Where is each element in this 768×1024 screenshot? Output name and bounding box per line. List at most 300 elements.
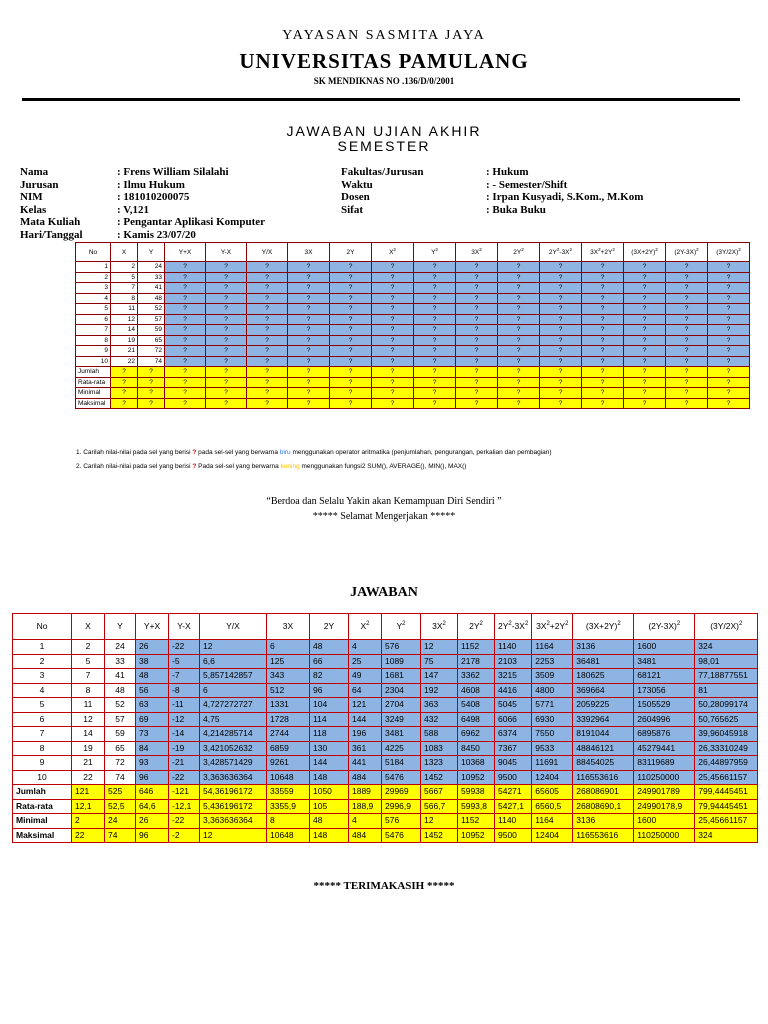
question-blank-cell: ?	[372, 314, 414, 325]
question-blank-cell: ?	[498, 272, 540, 283]
answer-summary-cell: 3136	[573, 814, 634, 829]
question-input-cell: 8	[111, 293, 138, 304]
question-header-cell: $2Y^2-3X^2$	[540, 243, 582, 262]
question-blank-cell: ?	[540, 262, 582, 273]
question-blank-cell: ?	[624, 388, 666, 399]
summary-label: Rata-rata	[13, 799, 72, 814]
question-blank-cell: ?	[708, 367, 750, 378]
answer-value-cell: 3481	[634, 654, 695, 669]
answer-header-cell: 3X	[267, 614, 310, 640]
answer-value-cell: 3481	[382, 727, 421, 742]
answer-value-cell: -22	[169, 770, 200, 785]
question-header-cell: Y-X	[206, 243, 247, 262]
answer-value-cell: 6859	[267, 741, 310, 756]
question-input-cell: 10	[76, 356, 111, 367]
question-header-cell: 2Y	[330, 243, 372, 262]
question-blank-cell: ?	[372, 398, 414, 409]
question-blank-cell: ?	[372, 335, 414, 346]
answer-value-cell: 12	[200, 640, 267, 655]
color-word-yellow: kuning	[280, 463, 300, 470]
question-blank-cell: ?	[165, 325, 206, 336]
question-blank-cell: ?	[206, 388, 247, 399]
question-blank-cell: ?	[111, 377, 138, 388]
question-blank-cell: ?	[138, 367, 165, 378]
question-blank-cell: ?	[206, 335, 247, 346]
answer-value-cell: 26,44897959	[695, 756, 758, 771]
question-blank-cell: ?	[372, 293, 414, 304]
question-blank-cell: ?	[666, 377, 708, 388]
question-blank-cell: ?	[165, 272, 206, 283]
answer-summary-cell: 110250000	[634, 828, 695, 843]
exam-title	[0, 124, 768, 154]
answer-value-cell: 3,428571429	[200, 756, 267, 771]
answer-summary-cell: 324	[695, 828, 758, 843]
answer-input-cell: 11	[72, 698, 105, 713]
answer-input-cell: 8	[72, 683, 105, 698]
answer-value-cell: 3,421052632	[200, 741, 267, 756]
answer-value-cell: 83119689	[634, 756, 695, 771]
answer-value-cell: 4608	[458, 683, 495, 698]
question-blank-cell: ?	[330, 388, 372, 399]
answer-table	[12, 613, 758, 843]
question-blank-cell: ?	[540, 293, 582, 304]
question-header-cell: $3X^2$	[456, 243, 498, 262]
answer-row	[13, 698, 758, 713]
question-header-cell: $2Y^2$	[498, 243, 540, 262]
answer-summary-cell: 799,4445451	[695, 785, 758, 800]
question-blank-cell: ?	[288, 325, 330, 336]
answer-value-cell: 5045	[495, 698, 532, 713]
answer-value-cell: 1331	[267, 698, 310, 713]
answer-value-cell: 2704	[382, 698, 421, 713]
question-blank-cell: ?	[498, 356, 540, 367]
question-blank-cell: ?	[165, 283, 206, 294]
answer-value-cell: 10368	[458, 756, 495, 771]
answer-value-cell: 26,33310249	[695, 741, 758, 756]
answer-header-cell: $Y^2$	[382, 614, 421, 640]
question-blank-cell: ?	[456, 356, 498, 367]
answer-summary-cell: 12	[200, 828, 267, 843]
answer-value-cell: 512	[267, 683, 310, 698]
answer-value-cell: 10952	[458, 770, 495, 785]
question-blank-cell: ?	[372, 262, 414, 273]
question-blank-cell: ?	[138, 377, 165, 388]
question-blank-cell: ?	[666, 346, 708, 357]
question-blank-cell: ?	[288, 314, 330, 325]
answer-value-cell: 98,01	[695, 654, 758, 669]
answer-value-cell: 3215	[495, 669, 532, 684]
answer-value-cell: 8450	[458, 741, 495, 756]
question-blank-cell: ?	[414, 283, 456, 294]
answer-summary-cell: 5427,1	[495, 799, 532, 814]
question-blank-cell: ?	[708, 272, 750, 283]
answer-value-cell: 6895876	[634, 727, 695, 742]
answer-summary-cell: 59938	[458, 785, 495, 800]
question-blank-cell: ?	[582, 325, 624, 336]
question-blank-cell: ?	[498, 346, 540, 357]
answer-value-cell: 50,765625	[695, 712, 758, 727]
question-blank-cell: ?	[165, 314, 206, 325]
answer-summary-cell: 188,9	[349, 799, 382, 814]
question-blank-cell: ?	[247, 398, 288, 409]
answer-header-cell: $(3X+2Y)^2$	[573, 614, 634, 640]
answer-value-cell: 26	[136, 640, 169, 655]
question-input-cell: 2	[111, 262, 138, 273]
instruction-1-part-c: menggunakan operator aritmatika (penjumlahan, pengurangan, perkalian dan pembagian)	[292, 449, 552, 456]
header-divider	[22, 98, 740, 101]
answer-value-cell: 104	[310, 698, 349, 713]
answer-value-cell: 84	[136, 741, 169, 756]
answer-value-cell: 114	[310, 712, 349, 727]
answer-value-cell: 96	[136, 770, 169, 785]
answer-row	[13, 741, 758, 756]
answer-value-cell: 4416	[495, 683, 532, 698]
question-summary-row	[76, 398, 750, 409]
answer-value-cell: 3362	[458, 669, 495, 684]
question-row	[76, 272, 750, 283]
info-value: : Kamis 23/07/20	[117, 228, 196, 241]
answer-summary-cell: 26	[136, 814, 169, 829]
question-header-cell: $Y^2$	[414, 243, 456, 262]
answer-value-cell: 39,96045918	[695, 727, 758, 742]
question-mark: ?	[192, 449, 197, 456]
answer-value-cell: 2604996	[634, 712, 695, 727]
answer-value-cell: 12404	[532, 770, 573, 785]
question-blank-cell: ?	[498, 325, 540, 336]
answer-input-cell: 5	[13, 698, 72, 713]
answer-summary-cell: -22	[169, 814, 200, 829]
question-blank-cell: ?	[206, 262, 247, 273]
answer-summary-cell: 4	[349, 814, 382, 829]
answer-value-cell: 45279441	[634, 741, 695, 756]
student-info-right	[341, 166, 643, 216]
answer-summary-cell: 12,1	[72, 799, 105, 814]
answer-header-cell: X	[72, 614, 105, 640]
answer-summary-cell: 1152	[458, 814, 495, 829]
question-input-cell: 7	[111, 283, 138, 294]
closing-greeting: ***** Selamat Mengerjakan *****	[312, 511, 456, 522]
question-blank-cell: ?	[206, 346, 247, 357]
answer-summary-cell: 26808690,1	[573, 799, 634, 814]
question-blank-cell: ?	[330, 346, 372, 357]
question-blank-cell: ?	[498, 262, 540, 273]
answer-summary-row	[13, 785, 758, 800]
answer-value-cell: 36481	[573, 654, 634, 669]
answer-input-cell: 12	[72, 712, 105, 727]
info-value: : 181010200075	[117, 191, 190, 203]
question-blank-cell: ?	[414, 398, 456, 409]
answer-value-cell: 5771	[532, 698, 573, 713]
question-blank-cell: ?	[708, 335, 750, 346]
question-blank-cell: ?	[624, 377, 666, 388]
question-mark: ?	[192, 463, 197, 470]
question-blank-cell: ?	[288, 304, 330, 315]
answer-summary-cell: 48	[310, 814, 349, 829]
info-label: Fakultas/Jurusan	[341, 166, 424, 178]
question-blank-cell: ?	[165, 293, 206, 304]
summary-label: Jumlah	[13, 785, 72, 800]
question-row	[76, 325, 750, 336]
summary-label: Rata-rata	[76, 377, 111, 388]
answer-value-cell: 576	[382, 640, 421, 655]
question-blank-cell: ?	[288, 262, 330, 273]
answer-value-cell: 130	[310, 741, 349, 756]
answer-value-cell: 1152	[458, 640, 495, 655]
question-blank-cell: ?	[414, 367, 456, 378]
question-blank-cell: ?	[582, 272, 624, 283]
question-blank-cell: ?	[372, 388, 414, 399]
answer-value-cell: 1505529	[634, 698, 695, 713]
question-blank-cell: ?	[288, 356, 330, 367]
answer-value-cell: 3249	[382, 712, 421, 727]
answer-input-cell: 57	[105, 712, 136, 727]
answer-input-cell: 41	[105, 669, 136, 684]
info-label: Kelas	[20, 203, 47, 216]
answer-value-cell: 75	[421, 654, 458, 669]
answer-summary-cell: 3,363636364	[200, 814, 267, 829]
answer-value-cell: 3,363636364	[200, 770, 267, 785]
question-summary-row	[76, 377, 750, 388]
question-input-cell: 41	[138, 283, 165, 294]
question-blank-cell: ?	[498, 398, 540, 409]
question-blank-cell: ?	[666, 283, 708, 294]
color-word-blue: biru	[279, 449, 291, 456]
answer-value-cell: 4,727272727	[200, 698, 267, 713]
answer-summary-cell: 1600	[634, 814, 695, 829]
question-blank-cell: ?	[624, 346, 666, 357]
question-blank-cell: ?	[165, 262, 206, 273]
summary-label: Minimal	[13, 814, 72, 829]
instruction-1	[76, 449, 552, 456]
answer-summary-cell: 33559	[267, 785, 310, 800]
question-blank-cell: ?	[624, 314, 666, 325]
answer-value-cell: 1728	[267, 712, 310, 727]
question-header-cell: No	[76, 243, 111, 262]
question-blank-cell: ?	[206, 304, 247, 315]
question-blank-cell: ?	[456, 346, 498, 357]
question-row	[76, 262, 750, 273]
answer-input-cell: 14	[72, 727, 105, 742]
question-row	[76, 356, 750, 367]
answer-value-cell: 588	[421, 727, 458, 742]
answer-value-cell: 1083	[421, 741, 458, 756]
answer-summary-cell: 79,94445451	[695, 799, 758, 814]
answer-summary-cell: 576	[382, 814, 421, 829]
question-blank-cell: ?	[456, 314, 498, 325]
question-blank-cell: ?	[206, 293, 247, 304]
instruction-2-part-c: menggunakan fungsi2 SUM(), AVERAGE(), MIN(), MAX()	[301, 463, 467, 470]
question-blank-cell: ?	[414, 314, 456, 325]
answer-value-cell: 48	[136, 669, 169, 684]
answer-value-cell: 69	[136, 712, 169, 727]
question-blank-cell: ?	[582, 304, 624, 315]
question-blank-cell: ?	[540, 272, 582, 283]
question-blank-cell: ?	[456, 262, 498, 273]
question-row	[76, 304, 750, 315]
summary-label: Maksimal	[13, 828, 72, 843]
question-blank-cell: ?	[666, 293, 708, 304]
question-blank-cell: ?	[708, 304, 750, 315]
question-blank-cell: ?	[624, 293, 666, 304]
question-blank-cell: ?	[666, 272, 708, 283]
question-blank-cell: ?	[456, 304, 498, 315]
summary-label: Minimal	[76, 388, 111, 399]
question-blank-cell: ?	[414, 335, 456, 346]
question-blank-cell: ?	[540, 356, 582, 367]
answer-summary-cell: 74	[105, 828, 136, 843]
info-row	[20, 179, 265, 192]
question-blank-cell: ?	[708, 356, 750, 367]
answer-value-cell: -21	[169, 756, 200, 771]
question-blank-cell: ?	[540, 314, 582, 325]
answer-header-cell: $3X^2+2Y^2$	[532, 614, 573, 640]
question-input-cell: 6	[76, 314, 111, 325]
question-input-cell: 19	[111, 335, 138, 346]
answer-summary-cell: 1164	[532, 814, 573, 829]
question-blank-cell: ?	[540, 304, 582, 315]
answer-summary-cell: 148	[310, 828, 349, 843]
answer-input-cell: 74	[105, 770, 136, 785]
question-input-cell: 57	[138, 314, 165, 325]
info-value: : Ilmu Hukum	[117, 178, 185, 191]
answer-row	[13, 640, 758, 655]
answer-value-cell: -19	[169, 741, 200, 756]
answer-value-cell: 116553616	[573, 770, 634, 785]
info-value: : - Semester/Shift	[486, 178, 568, 191]
question-input-cell: 5	[76, 304, 111, 315]
answer-value-cell: 4	[349, 640, 382, 655]
question-blank-cell: ?	[540, 398, 582, 409]
answer-summary-cell: 121	[72, 785, 105, 800]
answer-value-cell: 1323	[421, 756, 458, 771]
answer-value-cell: -8	[169, 683, 200, 698]
question-blank-cell: ?	[247, 367, 288, 378]
answer-summary-cell: 249901789	[634, 785, 695, 800]
question-blank-cell: ?	[498, 388, 540, 399]
answer-summary-cell: 24990178,9	[634, 799, 695, 814]
question-blank-cell: ?	[247, 293, 288, 304]
answer-value-cell: 5476	[382, 770, 421, 785]
answer-header-cell: $(3Y/2X)^2$	[695, 614, 758, 640]
question-blank-cell: ?	[624, 283, 666, 294]
answer-value-cell: -5	[169, 654, 200, 669]
answer-input-cell: 10	[13, 770, 72, 785]
info-value: : Hukum	[486, 166, 529, 178]
question-blank-cell: ?	[165, 398, 206, 409]
question-blank-cell: ?	[414, 293, 456, 304]
info-row	[341, 179, 643, 192]
answer-value-cell: 77,18877551	[695, 669, 758, 684]
answer-value-cell: 56	[136, 683, 169, 698]
answer-summary-cell: 3355,9	[267, 799, 310, 814]
question-blank-cell: ?	[330, 262, 372, 273]
answer-summary-cell: 1050	[310, 785, 349, 800]
question-input-cell: 52	[138, 304, 165, 315]
info-row	[20, 216, 265, 229]
answer-value-cell: 4,214285714	[200, 727, 267, 742]
answer-value-cell: 147	[421, 669, 458, 684]
answer-value-cell: 38	[136, 654, 169, 669]
answer-value-cell: 82	[310, 669, 349, 684]
answer-input-cell: 6	[13, 712, 72, 727]
question-blank-cell: ?	[414, 272, 456, 283]
answer-summary-cell: 9500	[495, 828, 532, 843]
info-label: Hari/Tanggal	[20, 228, 83, 241]
question-input-cell: 65	[138, 335, 165, 346]
answer-value-cell: 48846121	[573, 741, 634, 756]
question-blank-cell: ?	[330, 377, 372, 388]
answer-value-cell: 9500	[495, 770, 532, 785]
answer-value-cell: 73	[136, 727, 169, 742]
answer-summary-cell: 10952	[458, 828, 495, 843]
answer-value-cell: 66	[310, 654, 349, 669]
question-header-cell: Y	[138, 243, 165, 262]
question-blank-cell: ?	[372, 325, 414, 336]
question-blank-cell: ?	[708, 377, 750, 388]
question-blank-cell: ?	[666, 304, 708, 315]
answer-value-cell: 93	[136, 756, 169, 771]
answer-value-cell: 96	[310, 683, 349, 698]
question-blank-cell: ?	[206, 314, 247, 325]
question-input-cell: 12	[111, 314, 138, 325]
answer-value-cell: 6,6	[200, 654, 267, 669]
question-row	[76, 346, 750, 357]
question-blank-cell: ?	[288, 367, 330, 378]
university-name: UNIVERSITAS PAMULANG	[239, 49, 529, 73]
question-blank-cell: ?	[330, 398, 372, 409]
info-value: : V,121	[117, 203, 149, 216]
answer-input-cell: 33	[105, 654, 136, 669]
answer-header-cell: $2Y^2-3X^2$	[495, 614, 532, 640]
exam-title-line1: JAWABAN UJIAN AKHIR	[286, 123, 482, 139]
question-input-cell: 72	[138, 346, 165, 357]
question-table	[75, 242, 750, 409]
question-blank-cell: ?	[414, 346, 456, 357]
answer-summary-cell: 116553616	[573, 828, 634, 843]
answer-summary-cell: 6560,5	[532, 799, 573, 814]
answer-value-cell: 4,75	[200, 712, 267, 727]
answer-row	[13, 756, 758, 771]
answer-row	[13, 770, 758, 785]
answer-value-cell: 144	[310, 756, 349, 771]
question-blank-cell: ?	[456, 272, 498, 283]
question-blank-cell: ?	[708, 293, 750, 304]
answer-value-cell: 5184	[382, 756, 421, 771]
answer-summary-cell: 5667	[421, 785, 458, 800]
question-blank-cell: ?	[165, 335, 206, 346]
answer-summary-cell: 10648	[267, 828, 310, 843]
answer-input-cell: 59	[105, 727, 136, 742]
question-blank-cell: ?	[247, 377, 288, 388]
question-blank-cell: ?	[330, 272, 372, 283]
answer-summary-cell: 12	[421, 814, 458, 829]
question-blank-cell: ?	[372, 377, 414, 388]
answer-value-cell: 1089	[382, 654, 421, 669]
answer-value-cell: -7	[169, 669, 200, 684]
answer-input-cell: 2	[13, 654, 72, 669]
question-blank-cell: ?	[624, 262, 666, 273]
question-input-cell: 33	[138, 272, 165, 283]
answer-summary-cell: 54,36196172	[200, 785, 267, 800]
question-blank-cell: ?	[288, 283, 330, 294]
answer-value-cell: 363	[421, 698, 458, 713]
question-blank-cell: ?	[540, 367, 582, 378]
answer-value-cell: 369664	[573, 683, 634, 698]
question-blank-cell: ?	[708, 325, 750, 336]
answer-value-cell: 2178	[458, 654, 495, 669]
question-blank-cell: ?	[624, 272, 666, 283]
instruction-1-part-b: pada sel-sel yang berwarna	[198, 449, 279, 456]
